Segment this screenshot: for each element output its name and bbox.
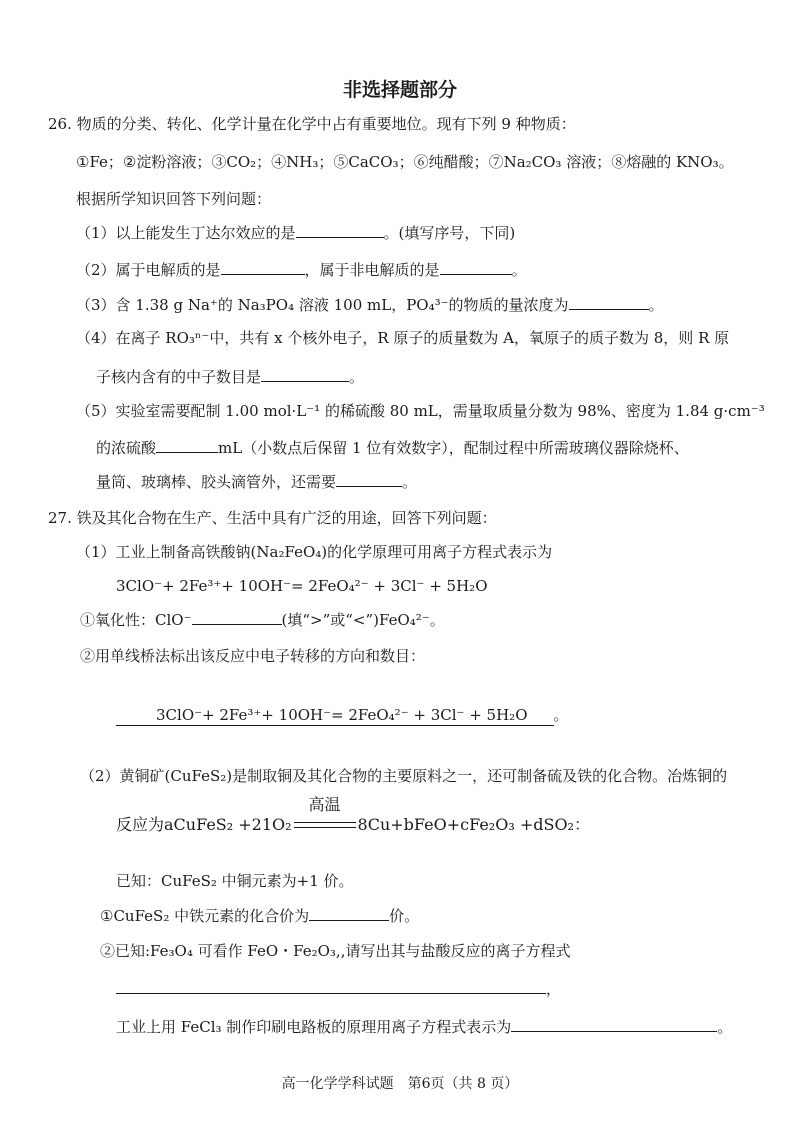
q26-part1-tail: 。(填写序号，下同) bbox=[383, 224, 516, 242]
answer-blank[interactable] bbox=[511, 1016, 717, 1032]
q26-part5-text: 的浓硫酸 bbox=[96, 439, 157, 457]
q27-sub1 bbox=[80, 609, 445, 630]
reaction-reactants: 反应为aCuFeS₂ +21O₂ bbox=[116, 815, 292, 834]
answer-blank[interactable] bbox=[336, 471, 402, 487]
answer-blank[interactable] bbox=[296, 222, 384, 238]
reaction-products: 8Cu+bFeO+cFe₂O₃ +dSO₂： bbox=[357, 815, 590, 834]
q27-sub2: ②用单线桥法标出该反应中电子转移的方向和数目： bbox=[80, 647, 426, 665]
q26-part4-line2 bbox=[96, 366, 364, 387]
q26-part2-text: （2）属于电解质的是 bbox=[76, 261, 221, 279]
q27-sub4-answer bbox=[116, 978, 561, 999]
q27-stem: 27. 铁及其化合物在生产、生活中具有广泛的用途，回答下列问题： bbox=[48, 509, 497, 527]
q26-part5-tail: 。 bbox=[402, 473, 418, 491]
q26-stem: 26. 物质的分类、转化、化学计量在化学中占有重要地位。现有下列 9 种物质： bbox=[48, 115, 576, 133]
q27-pcb-text: 工业上用 FeCl₃ 制作印刷电路板的原理用离子方程式表示为 bbox=[116, 1018, 512, 1036]
answer-blank[interactable] bbox=[440, 259, 512, 275]
q27-sub3-text: ①CuFeS₂ 中铁元素的化合价为 bbox=[100, 907, 310, 925]
answer-blank[interactable] bbox=[221, 259, 305, 275]
q26-part5-mid: mL（小数点后保留 1 位有效数字），配制过程中所需玻璃仪器除烧杯、 bbox=[218, 439, 689, 457]
q26-part5-line2 bbox=[96, 437, 689, 458]
q27-sub4-tail: ， bbox=[546, 980, 562, 998]
q27-sub3 bbox=[100, 905, 419, 926]
q26-part5-line1: （5）实验室需要配制 1.00 mol·L⁻¹ 的稀硫酸 80 mL，需量取质量分数为 98%、密度为 1.84 g·cm⁻³ bbox=[76, 402, 765, 420]
answer-blank[interactable] bbox=[116, 978, 546, 994]
answer-blank[interactable] bbox=[569, 294, 649, 310]
q26-part3 bbox=[76, 294, 664, 315]
q26-part4-line1: （4）在离子 RO₃ⁿ⁻中，共有 x 个核外电子，R 原子的质量数为 A，氧原子的质子数为 8，则 R 原 bbox=[76, 329, 730, 347]
q27-sub4: ②已知:Fe₃O₄ 可看作 FeO・Fe₂O₃,,请写出其与盐酸反应的离子方程式 bbox=[100, 942, 571, 960]
q26-instruction: 根据所学知识回答下列问题： bbox=[76, 190, 272, 208]
double-line-icon bbox=[294, 822, 356, 828]
q26-part1-text: （1）以上能发生丁达尔效应的是 bbox=[76, 224, 296, 242]
q26-part4-tail: 。 bbox=[349, 368, 365, 386]
page-footer: 高一化学学科试题 第6页（共 8 页） bbox=[281, 1076, 519, 1092]
q26-part5-line3 bbox=[96, 471, 417, 492]
q27-sub3-tail: 价。 bbox=[389, 907, 420, 925]
q27-pcb bbox=[116, 1016, 732, 1037]
q26-part1 bbox=[76, 222, 515, 243]
q26-part3-text: （3）含 1.38 g Na⁺的 Na₃PO₄ 溶液 100 mL，PO₄³⁻的物质的量浓度为 bbox=[76, 296, 569, 314]
bridge-tail: 。 bbox=[553, 706, 569, 724]
answer-blank[interactable] bbox=[156, 437, 218, 453]
q27-pcb-tail: 。 bbox=[717, 1018, 733, 1036]
q26-part5-text2: 量筒、玻璃棒、胶头滴管外，还需要 bbox=[96, 473, 337, 491]
answer-blank[interactable] bbox=[309, 905, 389, 921]
q27-part2-line1: （2）黄铜矿(CuFeS₂)是制取铜及其化合物的主要原料之一，还可制备硫及铁的化合物。冶炼铜的 bbox=[80, 767, 728, 785]
answer-blank[interactable] bbox=[192, 609, 282, 625]
q26-part2-tail: 。 bbox=[511, 261, 527, 279]
q27-sub1-text: ①氧化性：ClO⁻ bbox=[80, 611, 192, 629]
q27-known: 已知：CuFeS₂ 中铜元素为+1 价。 bbox=[116, 872, 354, 890]
q26-part3-tail: 。 bbox=[648, 296, 664, 314]
q27-part1-intro: （1）工业上制备高铁酸钠(Na₂FeO₄)的化学原理可用离子方程式表示为 bbox=[76, 543, 553, 561]
q27-equation: 3ClO⁻+ 2Fe³⁺+ 10OH⁻= 2FeO₄²⁻ + 3Cl⁻ + 5H₂O bbox=[116, 577, 488, 595]
reaction-condition-arrow bbox=[294, 795, 356, 835]
page-title: 非选择题部分 bbox=[342, 79, 457, 101]
q26-part4-text: 子核内含有的中子数目是 bbox=[96, 368, 262, 386]
bridge-equation-answer-area[interactable]: 3ClO⁻+ 2Fe³⁺+ 10OH⁻= 2FeO₄²⁻ + 3Cl⁻ + 5H₂O bbox=[116, 706, 554, 726]
q27-sub1-tail: (填“>”或“<”)FeO₄²⁻。 bbox=[281, 611, 445, 629]
q26-part2-mid: ，属于非电解质的是 bbox=[304, 261, 440, 279]
q27-reaction bbox=[116, 795, 590, 835]
answer-blank[interactable] bbox=[261, 366, 349, 382]
q26-items: ①Fe；②淀粉溶液；③CO₂；④NH₃；⑤CaCO₃；⑥纯醋酸；⑦Na₂CO₃ 溶液；⑧熔融的 KNO₃。 bbox=[76, 153, 734, 171]
q26-part2 bbox=[76, 259, 527, 280]
condition-label: 高温 bbox=[308, 795, 341, 814]
q27-bridge-line bbox=[116, 705, 569, 725]
